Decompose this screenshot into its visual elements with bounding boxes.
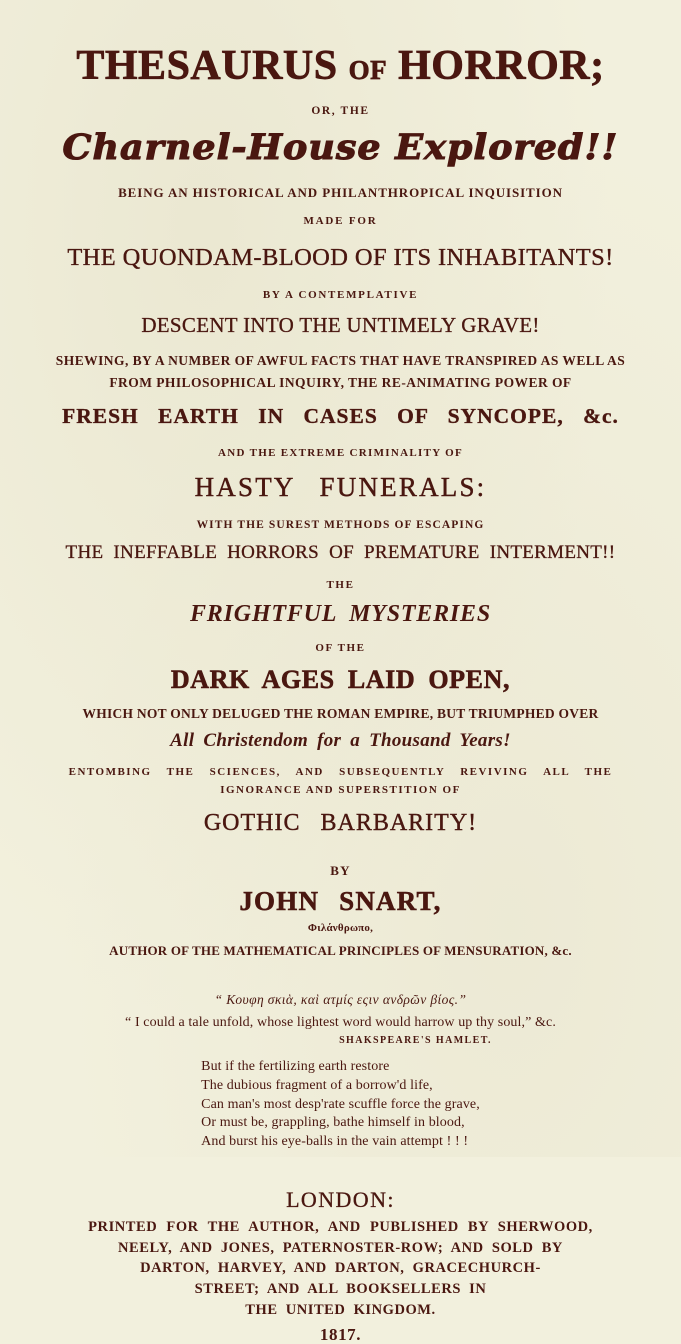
imprint-city: LONDON: [286, 1187, 395, 1213]
fresh-earth-line: FRESH EARTH IN CASES OF SYNCOPE, &c. [62, 403, 619, 428]
author-credential: AUTHOR OF THE MATHEMATICAL PRINCIPLES OF MENSURATION, &c. [109, 943, 572, 959]
imprint-line-4: STREET; AND ALL BOOKSELLERS IN [194, 1281, 487, 1298]
verse-line: Or must be, grappling, bathe himself in blood, [201, 1115, 465, 1131]
verse-line: But if the fertilizing earth restore [201, 1059, 390, 1075]
the-label: THE [326, 578, 355, 591]
imprint-line-5: THE UNITED KINGDOM. [245, 1301, 436, 1318]
frightful-mysteries-heading: FRIGHTFUL MYSTERIES [189, 600, 492, 627]
or-the-label: OR, THE [311, 104, 370, 117]
verse-line: Can man's most desp'rate scuffle force the grave, [201, 1096, 480, 1112]
imprint-line-1: PRINTED FOR THE AUTHOR, AND PUBLISHED BY SHERWOOD, [88, 1218, 593, 1235]
entombing-line-1: ENTOMBING THE SCIENCES, AND SUBSEQUENTLY REVIVING ALL THE [68, 766, 613, 779]
shewing-line-1: SHEWING, BY A NUMBER OF AWFUL FACTS THAT HAVE TRANSPIRED AS WELL AS [55, 353, 626, 369]
by-a-contemplative-label: BY A CONTEMPLATIVE [262, 288, 419, 301]
main-title-of: OF [348, 55, 388, 85]
all-christendom-line: All Christendom for a Thousand Years! [170, 729, 511, 751]
being-line: BEING AN HISTORICAL AND PHILANTHROPICAL INQUISITION [118, 185, 563, 201]
main-title-part2: HORROR; [398, 43, 605, 89]
extreme-criminality-label: AND THE EXTREME CRIMINALITY OF [218, 446, 463, 459]
hasty-funerals-heading: HASTY FUNERALS: [194, 471, 487, 502]
shewing-line-2: FROM PHILOSOPHICAL INQUIRY, THE RE-ANIMATING POWER OF [109, 375, 572, 391]
imprint-line-3: DARTON, HARVEY, AND DARTON, GRACECHURCH- [140, 1260, 541, 1277]
author-greek-epithet: Φιλάνθρωπο, [307, 921, 374, 934]
blackletter-subtitle: Charnel-House Explored!! [62, 126, 619, 168]
ineffable-horrors-line: THE INEFFABLE HORRORS OF PREMATURE INTERMENT!! [65, 542, 616, 564]
gothic-barbarity-heading: GOTHIC BARBARITY! [203, 809, 478, 836]
epigraph-attribution: SHAKSPEARE'S HAMLET. [339, 1035, 492, 1047]
dark-ages-heading: DARK AGES LAID OPEN, [170, 664, 511, 694]
verse-block [201, 1058, 480, 1151]
which-not-only-line: WHICH NOT ONLY DELUGED THE ROMAN EMPIRE, BUT TRIUMPHED OVER [82, 706, 599, 722]
of-the-label: OF THE [315, 642, 366, 655]
author-name: JOHN SNART, [239, 886, 442, 917]
greek-epigraph: “ Κουφη σκιὰ, καὶ ατμίς εςιν ανδρῶν βίος.” [214, 992, 467, 1008]
by-label: BY [330, 863, 351, 879]
made-for-label: MADE FOR [303, 215, 378, 228]
surest-methods-label: WITH THE SUREST METHODS OF ESCAPING [196, 518, 485, 531]
publication-year: 1817. [319, 1324, 362, 1344]
descent-line: DESCENT INTO THE UNTIMELY GRAVE! [141, 312, 540, 337]
quondam-blood-line: THE QUONDAM-BLOOD OF ITS INHABITANTS! [67, 243, 614, 271]
main-title-part1: THESAURUS [76, 43, 338, 89]
verse-line: The dubious fragment of a borrow'd life, [201, 1077, 433, 1093]
main-title [22, 45, 659, 88]
imprint-line-2: NEELY, AND JONES, PATERNOSTER-ROW; AND SOLD BY [118, 1239, 563, 1256]
verse-line: And burst his eye-balls in the vain attempt ! ! ! [201, 1133, 469, 1149]
entombing-line-2: IGNORANCE AND SUPERSTITION OF [220, 784, 461, 797]
hamlet-quote: “ I could a tale unfold, whose lightest word would harrow up thy soul,” &c. [125, 1015, 556, 1031]
